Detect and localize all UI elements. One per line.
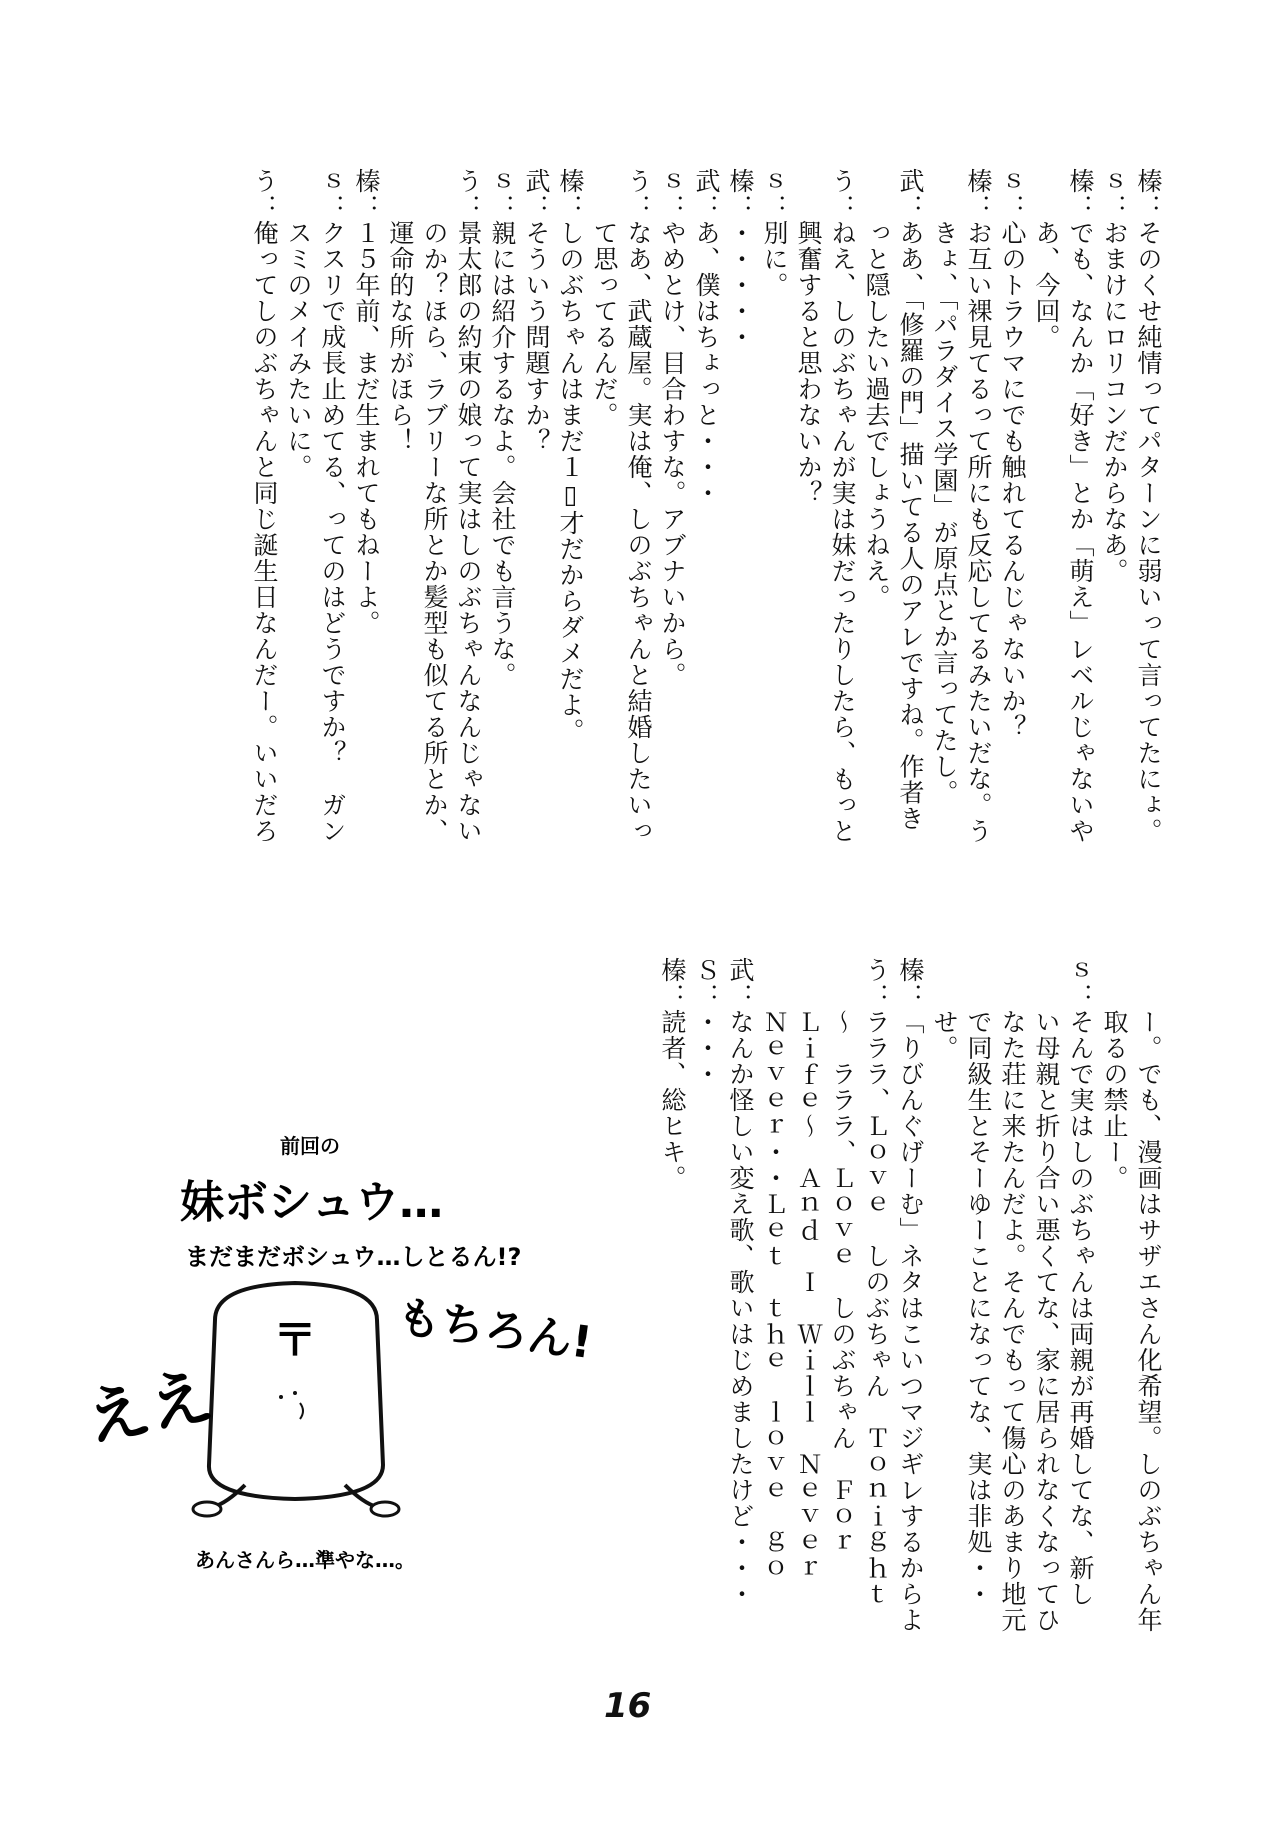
dialogue-line: スミのメイみたいに。: [284, 168, 313, 480]
sketch-title: 妹ボシュウ…: [180, 1177, 444, 1228]
dialogue-line: きょ、「パラダイス学園」が原点とか言ってたし。: [930, 168, 959, 806]
dialogue-line: 榛：読者、総ヒキ。: [658, 957, 687, 1191]
dialogue-line: う：なあ、武蔵屋。実は俺、しのぶちゃんと結婚したいっ: [624, 168, 653, 844]
dialogue-line: なた荘に来たんだよ。そんでもって傷心のあまり地元: [998, 957, 1027, 1633]
dialogue-line: あ、今回。: [1032, 168, 1061, 350]
dialogue-line: 榛：お互い裸見てるって所にも反応してるみたいだな。う: [964, 168, 993, 844]
dialogue-line: Ｎｅｖｅｒ・・Ｌｅｔ ｔｈｅ ｌｏｖｅ ｇｏ: [760, 957, 789, 1581]
dialogue-line: 興奮すると思わないか？: [794, 168, 823, 506]
dialogue-line: 榛：そのくせ純情ってパターンに弱いって言ってたにょ。: [1134, 168, 1163, 844]
mailbox-character: [193, 1283, 399, 1516]
dialogue-line: Ｌｉｆｅ〜 Ａｎｄ Ｉ Ｗｉｌｌ Ｎｅｖｅｒ: [794, 957, 823, 1581]
postal-mark-icon: 〒: [273, 1315, 317, 1366]
sketch-left-text: ええ: [78, 1358, 220, 1458]
dialogue-line: 取るの禁止ー。: [1100, 957, 1129, 1191]
sketch-subtitle: まだまだボシュウ…しとるん!?: [185, 1243, 522, 1271]
dialogue-line: う：ねえ、しのぶちゃんが実は妹だったりしたら、もっと: [828, 168, 857, 844]
dialogue-line: う：ラララ、Ｌｏｖｅ しのぶちゃん Ｔｏｎｉｇｈｔ: [862, 957, 891, 1607]
dialogue-line: ｓ：おまけにロリコンだからなあ。: [1100, 168, 1129, 584]
page-number: 16: [604, 1686, 652, 1726]
dialogue-line: ー。でも、漫画はサザエさん化希望。しのぶちゃん年: [1134, 957, 1163, 1633]
dialogue-line: ｓ：そんで実はしのぶちゃんは両親が再婚してな、新し: [1066, 957, 1095, 1607]
dialogue-line: 武：そういう問題すか？: [522, 168, 551, 454]
dialogue-line: う：俺ってしのぶちゃんと同じ誕生日なんだー。いいだろ: [250, 168, 279, 844]
dialogue-line: 榛：・・・・・: [726, 168, 755, 350]
dialogue-line: 榛：１５年前、まだ生まれてもねーよ。: [352, 168, 381, 636]
dialogue-line: 武：あ、僕はちょっと・・・: [692, 168, 721, 506]
dialogue-line: っと隠したい過去でしょうねえ。: [862, 168, 891, 610]
dialogue-line: 榛：しのぶちゃんはまだ１▯才だからダメだよ。: [556, 168, 585, 744]
dialogue-line: い母親と折り合い悪くてな、家に居られなくなってひ: [1032, 957, 1061, 1633]
dialogue-line: 〜 ラララ、Ｌｏｖｅ しのぶちゃん Ｆｏｒ: [828, 957, 857, 1555]
dialogue-line: 榛：「りびんぐげーむ」ネタはこいつマジギレするからよ: [896, 957, 925, 1633]
dialogue-line: ｓ：心のトラウマにでも触れてるんじゃないか？: [998, 168, 1027, 740]
dialogue-line: ｓ：クスリで成長止めてる、ってのはどうですか？ ガン: [318, 168, 347, 844]
dialogue-line: 榛：でも、なんか「好き」とか「萌え」レベルじゃないや: [1066, 168, 1095, 844]
dialogue-line: のか？ほら、ラブリーな所とか髪型も似てる所とか、: [420, 168, 449, 844]
sketch-right-text: もちろん!: [393, 1291, 596, 1370]
dialogue-line: せ。: [930, 957, 959, 1061]
dialogue-line: Ｓ：・・・: [692, 957, 721, 1087]
dialogue-line: 運命的な所がほら！: [386, 168, 415, 454]
dialogue-line: ｓ：やめとけ、目合わすな。アブナいから。: [658, 168, 687, 688]
dialogue-block-top: [247, 168, 1165, 888]
sketch-top-caption: 前回の: [280, 1134, 340, 1158]
dialogue-line: ｓ：別に。: [760, 168, 789, 298]
dialogue-line: で同級生とそーゆーことになってな、実は非処・・: [964, 957, 993, 1607]
dialogue-block-bottom: [655, 957, 1165, 1677]
dialogue-line: 武：なんか怪しい変え歌、歌いはじめましたけど・・・: [726, 957, 755, 1607]
dialogue-line: う：景太郎の約束の娘って実はしのぶちゃんなんじゃない: [454, 168, 483, 844]
dialogue-line: ｓ：親には紹介するなよ。会社でも言うな。: [488, 168, 517, 688]
dialogue-line: て思ってるんだ。: [590, 168, 619, 428]
sketch-bottom-caption: あんさんら…準やな…。: [195, 1548, 415, 1572]
mascot-sketch: [78, 1105, 596, 1575]
dialogue-line: 武：ああ、「修羅の門」描いてる人のアレですね。作者き: [896, 168, 925, 832]
